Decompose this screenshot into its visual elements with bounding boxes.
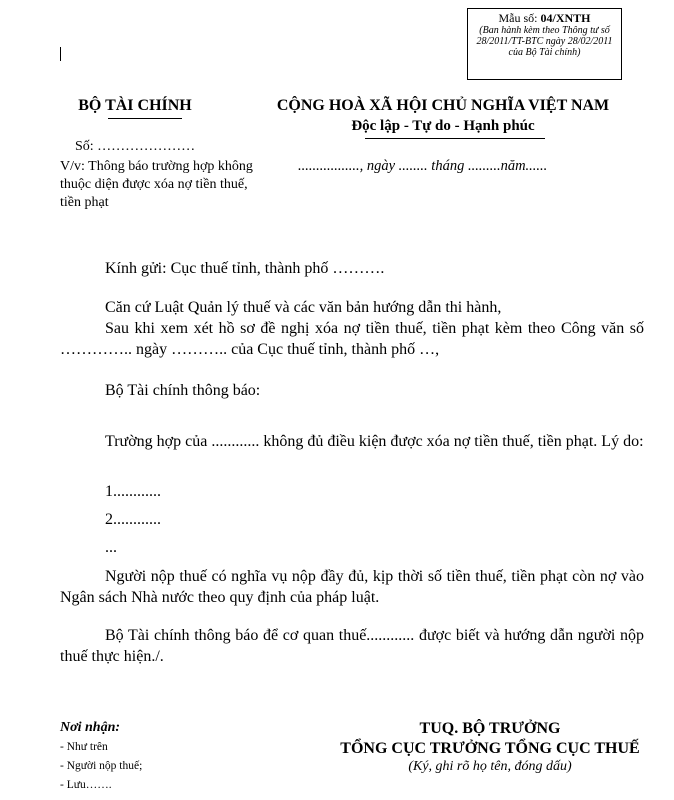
motto-underline <box>365 138 545 139</box>
national-title: CỘNG HOÀ XÃ HỘI CHỦ NGHĨA VIỆT NAM <box>276 97 610 114</box>
recipient-item: - Lưu……. <box>60 779 112 791</box>
case-statement: Trường hợp của ............ không đủ điều kiện được xóa nợ tiền thuế, tiền phạt. Lý do: <box>105 433 644 450</box>
text-cursor <box>60 47 61 61</box>
recipients-title: Nơi nhận: <box>60 720 121 735</box>
form-code <box>472 13 617 24</box>
closing-paragraph: Bộ Tài chính thông báo để cơ quan thuế............ được biết và hướng dẫn người nộp thuế thực hiện./. <box>60 627 644 665</box>
reason-item: 2............ <box>105 511 161 528</box>
agency-underline <box>108 118 182 119</box>
document-subject: V/v: Thông báo trường hợp không thuộc diện được xóa nợ tiền thuế, tiền phạt <box>60 159 253 210</box>
announcement-heading: Bộ Tài chính thông báo: <box>105 382 261 399</box>
form-code-value: 04/XNTH <box>540 11 591 25</box>
recipient-item: - Như trên <box>60 741 108 753</box>
form-code-label: Mẫu số: <box>498 11 541 25</box>
issuing-agency: BỘ TÀI CHÍNH <box>78 97 192 114</box>
signature-title: TỔNG CỤC TRƯỞNG TỔNG CỤC THUẾ <box>340 740 640 757</box>
signature-instruction: (Ký, ghi rõ họ tên, đóng dấu) <box>408 759 572 774</box>
national-motto: Độc lập - Tự do - Hạnh phúc <box>351 118 535 134</box>
legal-basis-1: Căn cứ Luật Quản lý thuế và các văn bản hướng dẫn thi hành, <box>105 299 502 316</box>
form-issuance-note: (Ban hành kèm theo Thông tư số 28/2011/TT-BTC ngày 28/02/2011 của Bộ Tài chính) <box>476 25 613 58</box>
reason-item: 1............ <box>105 483 161 500</box>
form-number-box <box>467 8 622 80</box>
place-date-line: ................., ngày ........ tháng .........năm...... <box>298 158 548 174</box>
greeting: Kính gửi: Cục thuế tỉnh, thành phố ………. <box>105 260 385 277</box>
recipient-item: - Người nộp thuế; <box>60 760 143 772</box>
document-number: Số: ………………… <box>75 139 196 154</box>
obligation-paragraph: Người nộp thuế có nghĩa vụ nộp đầy đủ, kịp thời số tiền thuế, tiền phạt còn nợ vào Ngân sách Nhà nước theo quy định của pháp luật. <box>60 568 644 606</box>
reason-item: ... <box>105 539 117 556</box>
legal-basis-2: Sau khi xem xét hồ sơ đề nghị xóa nợ tiền thuế, tiền phạt kèm theo Công văn số ………….. ngày ……….. của Cục thuế tỉnh, thành phố …, <box>60 320 644 358</box>
signature-authority: TUQ. BỘ TRƯỞNG <box>419 720 561 737</box>
